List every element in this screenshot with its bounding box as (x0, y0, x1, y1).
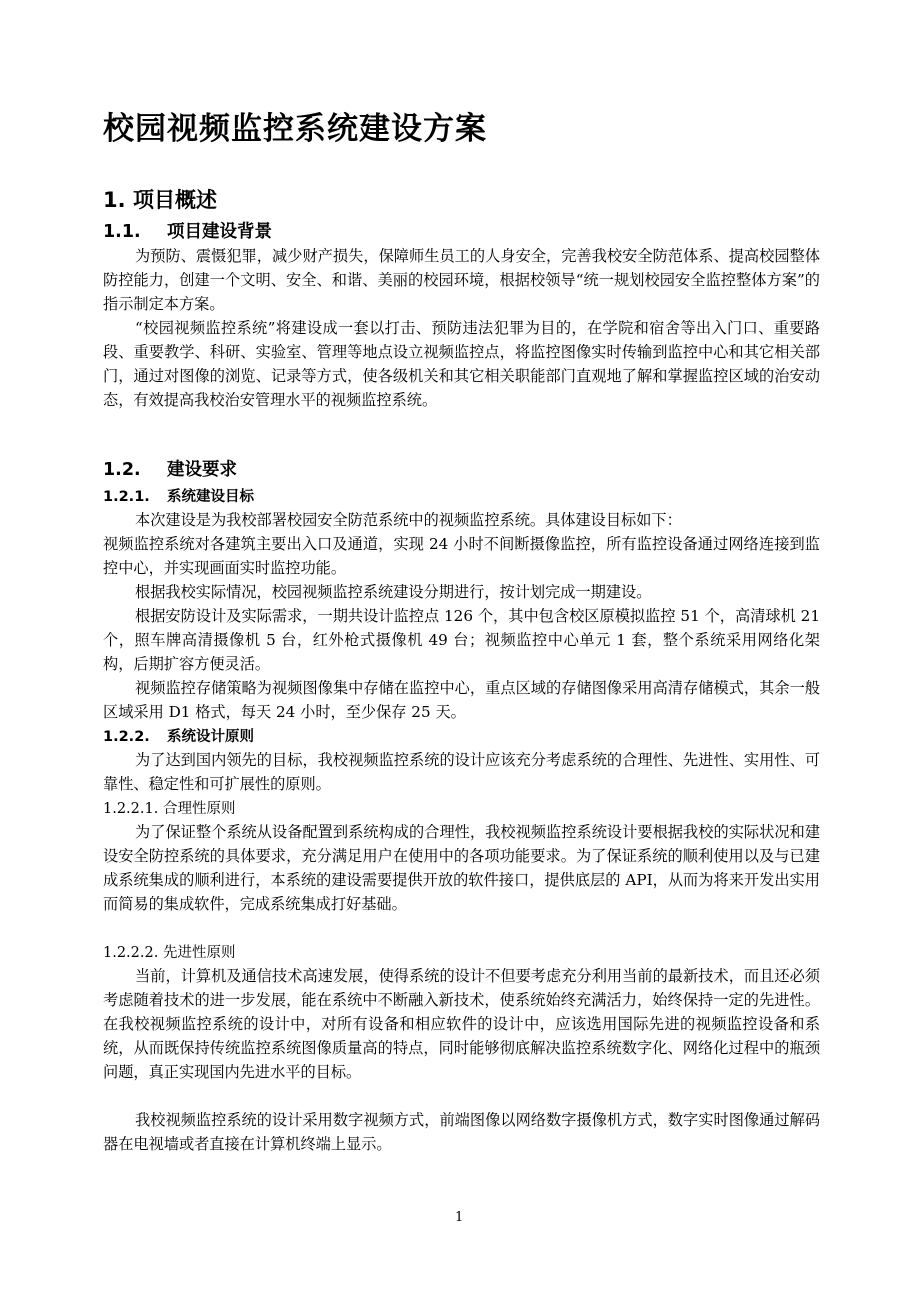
section-number: 1. (103, 188, 126, 212)
paragraph: 本次建设是为我校部署校园安全防范系统中的视频监控系统。具体建设目标如下： (135, 511, 682, 529)
paragraph: 根据我校实际情况，校园视频监控系统建设分期进行，按计划完成一期建设。 (135, 583, 652, 601)
paragraph: 我校视频监控系统的设计采用数字视频方式，前端图像以网络数字摄像机方式，数字实时图像通过解码器在电视墙或者直接在计算机终端上显示。 (103, 1111, 820, 1153)
section-number: 1.2. (103, 460, 141, 480)
section-heading-1-1 (103, 218, 272, 243)
section-heading-1-2-2 (103, 725, 254, 746)
section-title: 项目概述 (133, 188, 217, 212)
section-heading-1-2-1 (103, 485, 254, 506)
paragraph: 视频监控系统对各建筑主要出入口及通道，实现 24 小时不间断摄像监控，所有监控设备通过网络连接到监控中心，并实现画面实时监控功能。 (103, 535, 820, 577)
section-title: 系统设计原则 (167, 729, 254, 745)
paragraph: 为了达到国内领先的目标，我校视频监控系统的设计应该充分考虑系统的合理性、先进性、实用性、可靠性、稳定性和可扩展性的原则。 (103, 751, 820, 793)
section-title: 系统建设目标 (167, 489, 254, 505)
paragraph: 根据安防设计及实际需求，一期共设计监控点 126 个，其中包含校区原模拟监控 51 个，高清球机 21 个，照车牌高清摄像机 5 台，红外枪式摄像机 49 台；视频监控中心单元 1 套，整个系统采用网络化架构，后期扩容方便灵活。 (103, 607, 820, 673)
section-title: 建设要求 (167, 460, 237, 480)
section-heading-1-2-2-2: 1.2.2.2. 先进性原则 (103, 945, 236, 961)
page-number: 1 (455, 1210, 464, 1225)
section-heading-1 (103, 184, 217, 214)
section-number: 1.2.2. (103, 729, 150, 745)
paragraph: 为预防、震慑犯罪，减少财产损失，保障师生员工的人身安全，完善我校安全防范体系、提高校园整体防控能力，创建一个文明、安全、和谐、美丽的校园环境，根据校领导“统一规划校园安全监控整体方案”的指示制定本方案。 (103, 247, 820, 313)
section-heading-1-2-2-1: 1.2.2.1. 合理性原则 (103, 801, 236, 817)
section-number: 1.1. (103, 222, 141, 242)
document-title: 校园视频监控系统建设方案 (103, 111, 487, 147)
section-number: 1.2.1. (103, 489, 150, 505)
section-heading-1-2 (103, 456, 237, 481)
section-title: 项目建设背景 (167, 222, 272, 242)
paragraph: 视频监控存储策略为视频图像集中存储在监控中心，重点区域的存储图像采用高清存储模式，其余一般区域采用 D1 格式，每天 24 小时，至少保存 25 天。 (103, 679, 820, 721)
paragraph: 为了保证整个系统从设备配置到系统构成的合理性，我校视频监控系统设计要根据我校的实际状况和建设安全防控系统的具体要求，充分满足用户在使用中的各项功能要求。为了保证系统的顺利使用以及与已建成系统集成的顺利进行，本系统的建设需要提供开放的软件接口，提供底层的 API，从而为将来开发出实用而简易的集成软件，完成系统集成打好基础。 (103, 823, 820, 913)
paragraph: 当前，计算机及通信技术高速发展，使得系统的设计不但要考虑充分利用当前的最新技术，而且还必须考虑随着技术的进一步发展，能在系统中不断融入新技术，使系统始终充满活力，始终保持一定的先进性。在我校视频监控系统的设计中，对所有设备和相应软件的设计中，应该选用国际先进的视频监控设备和系统，从而既保持传统监控系统图像质量高的特点，同时能够彻底解决监控系统数字化、网络化过程中的瓶颈问题，真正实现国内先进水平的目标。 (103, 967, 820, 1081)
paragraph: “校园视频监控系统”将建设成一套以打击、预防违法犯罪为目的，在学院和宿舍等出入门口、重要路段、重要教学、科研、实验室、管理等地点设立视频监控点，将监控图像实时传输到监控中心和其它相关部门，通过对图像的浏览、记录等方式，使各级机关和其它相关职能部门直观地了解和掌握监控区域的治安动态，有效提高我校治安管理水平的视频监控系统。 (103, 319, 820, 409)
